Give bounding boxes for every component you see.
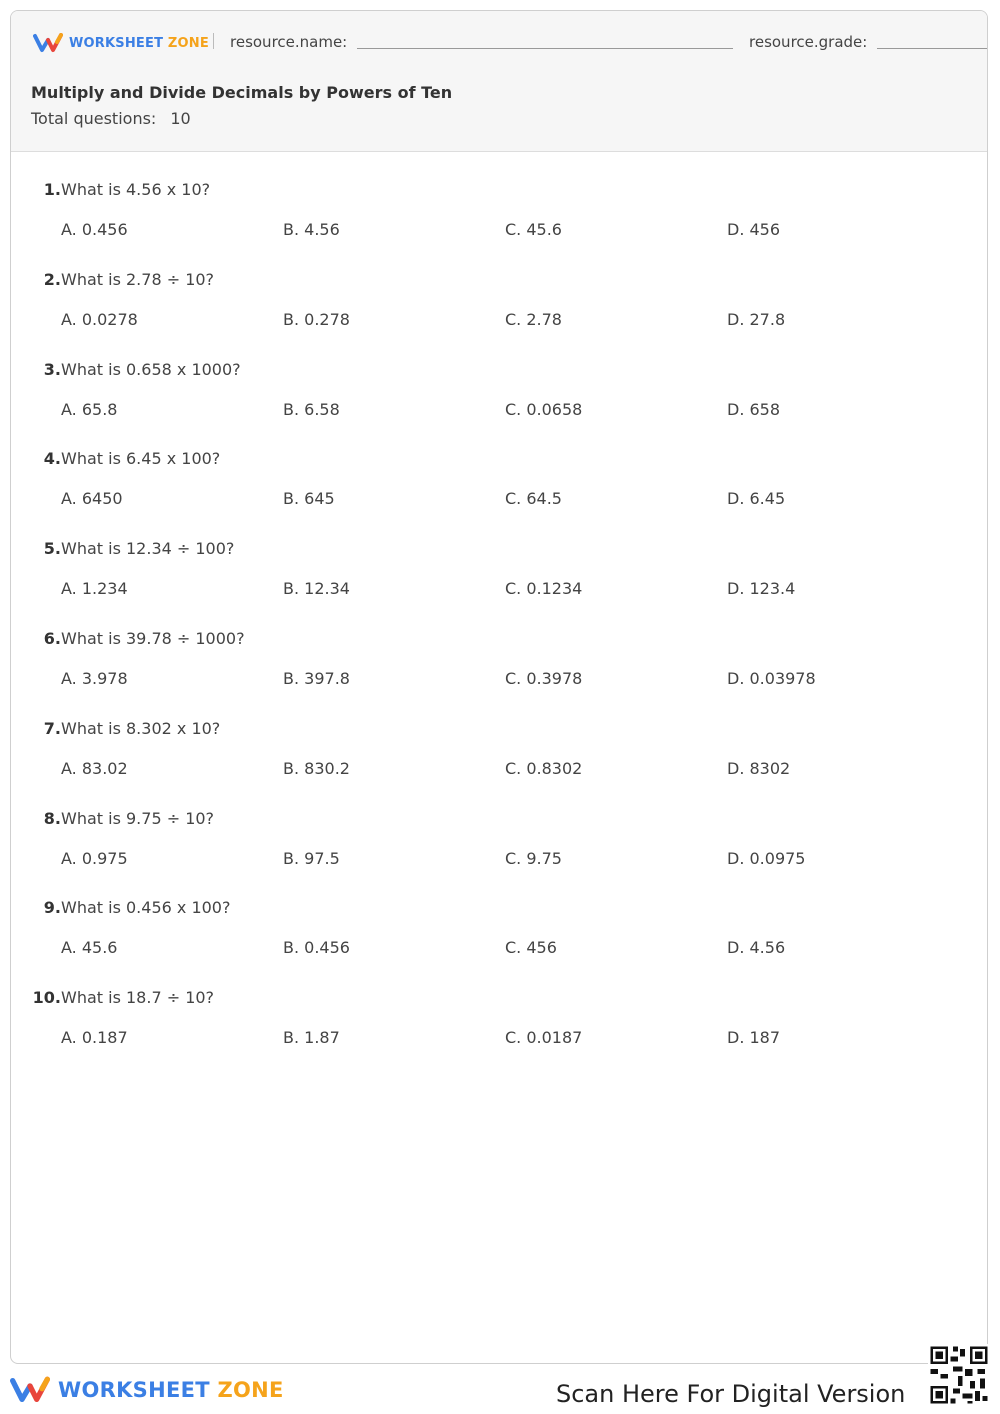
resource-grade-field[interactable] <box>877 48 988 49</box>
answer-option-d[interactable]: D. 456 <box>727 220 781 239</box>
worksheet-zone-logo-icon <box>10 1376 50 1404</box>
header-divider <box>213 33 214 49</box>
answer-option-a[interactable]: A. 0.975 <box>61 848 128 868</box>
question-text: What is 18.7 ÷ 10? <box>61 988 215 1008</box>
question-number: 1. <box>43 180 61 199</box>
answer-option-a[interactable]: A. 0.0278 <box>61 309 138 329</box>
question-number: 2. <box>43 269 61 289</box>
answer-option-a[interactable]: A. 45.6 <box>61 938 118 958</box>
question-number: 9. <box>43 898 61 918</box>
question-text: What is 6.45 x 100? <box>61 449 221 469</box>
question-item <box>11 988 988 1068</box>
answer-option-d[interactable]: D. 0.0975 <box>727 848 806 868</box>
answer-option-d[interactable]: D. 0.03978 <box>727 669 816 688</box>
answer-option-a[interactable]: A. 65.8 <box>61 399 118 419</box>
resource-grade-label: resource.grade: <box>749 33 868 51</box>
answer-option-d[interactable]: D. 4.56 <box>727 938 786 958</box>
question-number: 7. <box>43 718 61 738</box>
answer-option-c[interactable]: C. 2.78 <box>505 309 562 329</box>
question-text: What is 0.456 x 100? <box>61 898 231 918</box>
answer-option-d[interactable]: D. 8302 <box>727 758 791 778</box>
answer-option-a[interactable]: A. 0.187 <box>61 1028 128 1048</box>
answer-option-b[interactable]: B. 830.2 <box>283 758 350 778</box>
answer-option-c[interactable]: C. 0.3978 <box>505 669 583 688</box>
question-number: 8. <box>43 808 61 828</box>
question-item <box>11 809 988 889</box>
qr-code-icon[interactable] <box>928 1344 990 1406</box>
question-item <box>11 898 988 978</box>
answer-option-c[interactable]: C. 45.6 <box>505 220 562 239</box>
question-item <box>11 180 988 260</box>
brand-logo <box>33 33 209 53</box>
brand-word-1: WORKSHEET <box>69 35 164 51</box>
answer-option-d[interactable]: D. 27.8 <box>727 309 786 329</box>
question-item <box>11 449 988 529</box>
resource-name-field[interactable] <box>357 48 733 49</box>
footer-brand-word-2: ZONE <box>217 1378 284 1402</box>
answer-option-a[interactable]: A. 1.234 <box>61 579 128 599</box>
answer-option-a[interactable]: A. 3.978 <box>61 669 128 688</box>
worksheet-zone-logo-icon <box>33 33 63 53</box>
answer-option-d[interactable]: D. 187 <box>727 1028 781 1048</box>
answer-option-b[interactable]: B. 12.34 <box>283 579 350 599</box>
total-questions-value: 10 <box>170 109 191 128</box>
question-number: 5. <box>43 539 61 559</box>
answer-option-b[interactable]: B. 397.8 <box>283 669 350 688</box>
total-questions-label: Total questions: <box>31 109 157 128</box>
scan-instruction: Scan Here For Digital Version <box>556 1380 906 1408</box>
answer-option-d[interactable]: D. 123.4 <box>727 579 796 599</box>
footer-wordmark <box>58 1378 284 1402</box>
question-text: What is 8.302 x 10? <box>61 718 221 738</box>
answer-option-c[interactable]: C. 0.0658 <box>505 399 583 419</box>
answer-option-b[interactable]: B. 0.456 <box>283 938 350 958</box>
question-number: 4. <box>43 449 61 469</box>
question-number: 10. <box>32 988 61 1008</box>
answer-option-d[interactable]: D. 658 <box>727 399 781 419</box>
question-item <box>11 539 988 619</box>
answer-option-c[interactable]: C. 0.8302 <box>505 758 583 778</box>
answer-option-b[interactable]: B. 97.5 <box>283 848 340 868</box>
question-number: 6. <box>43 629 61 648</box>
brand-word-2: ZONE <box>167 35 209 51</box>
answer-option-b[interactable]: B. 645 <box>283 489 335 509</box>
worksheet-title: Multiply and Divide Decimals by Powers of Ten <box>31 83 453 102</box>
answer-option-c[interactable]: C. 456 <box>505 938 557 958</box>
question-item <box>11 360 988 440</box>
answer-option-c[interactable]: C. 64.5 <box>505 489 562 509</box>
footer-brand-logo <box>10 1376 284 1404</box>
footer-brand-word-1: WORKSHEET <box>58 1378 210 1402</box>
question-number: 3. <box>43 359 61 379</box>
answer-option-b[interactable]: B. 1.87 <box>283 1028 340 1048</box>
question-item <box>11 270 988 350</box>
total-questions <box>31 109 191 128</box>
worksheet-header <box>11 11 987 152</box>
answer-option-b[interactable]: B. 6.58 <box>283 399 340 419</box>
answer-option-c[interactable]: C. 0.0187 <box>505 1028 583 1048</box>
answer-option-a[interactable]: A. 83.02 <box>61 758 128 778</box>
worksheet-page <box>10 10 988 1364</box>
question-item <box>11 719 988 799</box>
answer-option-b[interactable]: B. 4.56 <box>283 220 340 239</box>
question-text: What is 2.78 ÷ 10? <box>61 269 215 289</box>
answer-option-c[interactable]: C. 0.1234 <box>505 579 583 599</box>
question-text: What is 12.34 ÷ 100? <box>61 539 235 559</box>
answer-option-b[interactable]: B. 0.278 <box>283 309 350 329</box>
answer-option-c[interactable]: C. 9.75 <box>505 848 562 868</box>
question-text: What is 39.78 ÷ 1000? <box>61 629 245 648</box>
answer-option-d[interactable]: D. 6.45 <box>727 489 786 509</box>
answer-option-a[interactable]: A. 6450 <box>61 489 123 509</box>
question-text: What is 9.75 ÷ 10? <box>61 808 215 828</box>
question-text: What is 4.56 x 10? <box>61 180 211 199</box>
brand-wordmark <box>69 36 209 51</box>
resource-name-label: resource.name: <box>230 33 348 51</box>
question-item <box>11 629 988 709</box>
answer-option-a[interactable]: A. 0.456 <box>61 220 128 239</box>
question-text: What is 0.658 x 1000? <box>61 359 241 379</box>
